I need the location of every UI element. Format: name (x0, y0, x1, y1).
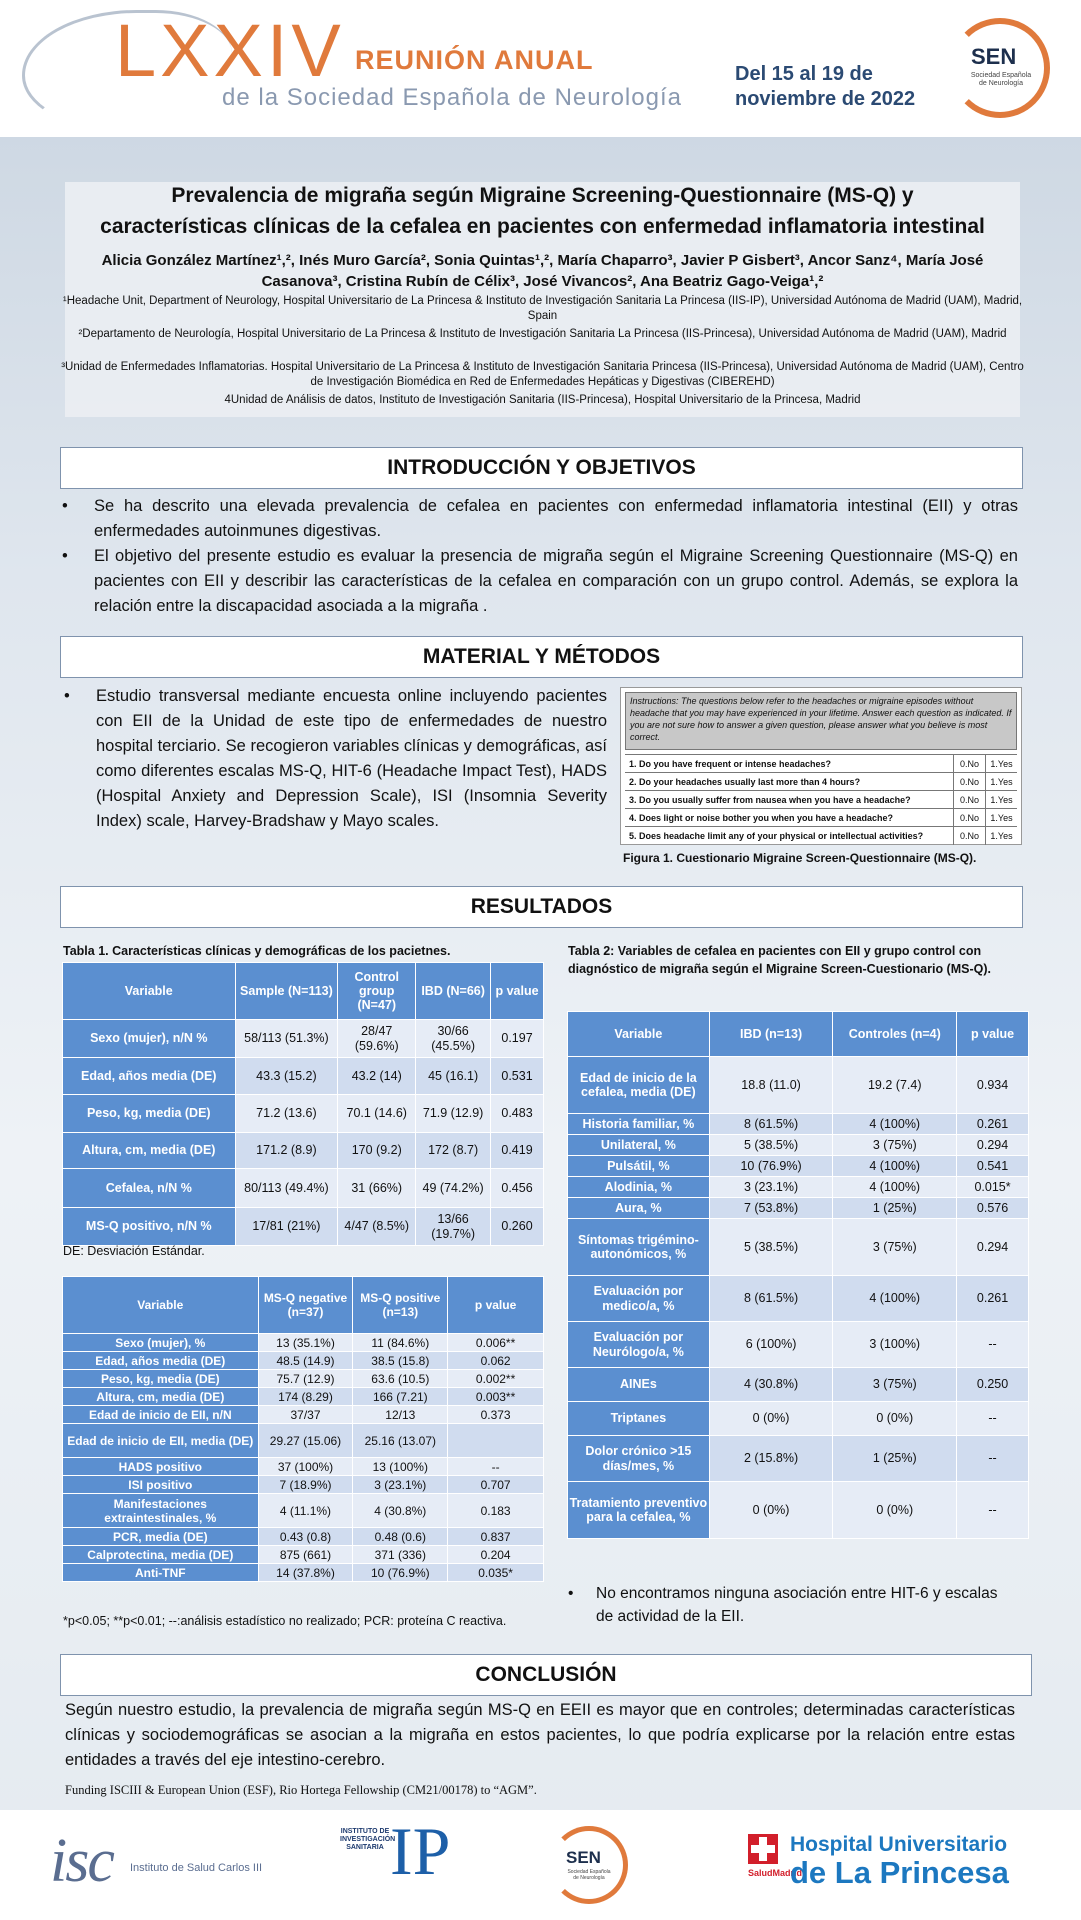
row-label: Unilateral, % (568, 1135, 710, 1156)
meeting-dates (735, 62, 915, 112)
table-cell: 75.7 (12.9) (258, 1370, 353, 1388)
society-name: de la Sociedad Española de Neurología (222, 84, 682, 111)
table-cell: 0.006** (448, 1334, 544, 1352)
table-cell: 0.531 (491, 1058, 544, 1095)
table-cell: 4 (100%) (833, 1156, 957, 1177)
table-row (63, 1476, 544, 1494)
table-cell: 0.456 (491, 1169, 544, 1208)
table-row (568, 1057, 1029, 1114)
table-cell: 0.837 (448, 1528, 544, 1546)
table-cell: 2 (15.8%) (709, 1436, 833, 1482)
table-cell: 1 (25%) (833, 1198, 957, 1219)
table-cell: 0.483 (491, 1095, 544, 1133)
table-header-cell: IBD (N=66) (416, 963, 491, 1020)
table-cell: -- (448, 1458, 544, 1476)
table-row (568, 1135, 1029, 1156)
row-label: Edad, años media (DE) (63, 1352, 259, 1370)
iis-mark: IP (390, 1813, 451, 1889)
table-row (63, 1406, 544, 1424)
table-cell: 0.003** (448, 1388, 544, 1406)
table-cell: 3 (75%) (833, 1368, 957, 1402)
table-row (63, 1352, 544, 1370)
table-row (63, 1208, 544, 1246)
question-row: 3. Do you usually suffer from nausea when you have a headache? 0.No 1.Yes (625, 790, 1017, 808)
row-label: Triptanes (568, 1402, 710, 1436)
row-label: Pulsátil, % (568, 1156, 710, 1177)
table-cell: 4 (100%) (833, 1114, 957, 1135)
intro-bullet-2: • El objetivo del presente estudio es evaluar la presencia de migraña según el Migraine Screening Questionnaire (MS-Q) en pacientes con EII y describir las características de la cefalea en comparación con un grupo control. Además, se explora la relación entre la discapacidad asociada a la migraña . (60, 544, 1018, 619)
table-cell: -- (957, 1482, 1029, 1539)
table-header-row (63, 963, 544, 1020)
results-note (566, 1582, 1001, 1628)
row-label: Anti-TNF (63, 1564, 259, 1582)
table-cell: 31 (66%) (338, 1169, 416, 1208)
table-cell: 43.2 (14) (338, 1058, 416, 1095)
table-row (63, 1424, 544, 1458)
table-cell: 0 (0%) (709, 1402, 833, 1436)
row-label: Altura, cm, media (DE) (63, 1388, 259, 1406)
table-cell: 0 (0%) (833, 1402, 957, 1436)
madrid-cross-icon (748, 1834, 778, 1864)
methods-bullet-1: • Estudio transversal mediante encuesta online incluyendo pacientes con EII de la Unidad de este tipo de enfermedades de nuestro hospital terciario. Se recogieron variables clínicas y demográficas, así como diferentes escalas MS-Q, HIT-6 (Headache Impact Test), HADS (Hospital Anxiety and Depression Scale), ISI (Insomnia Severity Index) scale, Harvey-Bradshaw y Mayo scales. (62, 684, 607, 834)
figure-caption: Figura 1. Cuestionario Migraine Screen-Questionnaire (MS-Q). (623, 851, 977, 865)
salud-madrid-label: SaludMadrid (748, 1868, 803, 1878)
table-row (568, 1219, 1029, 1276)
table-cell: 37/37 (258, 1406, 353, 1424)
table-cell: 11 (84.6%) (353, 1334, 448, 1352)
table-cell: 3 (23.1%) (709, 1177, 833, 1198)
authors-line1: Alicia González Martínez¹,², Inés Muro García², Sonia Quintas¹,², María Chaparro³, Javier P Gisbert³, Ancor Sanz⁴, María José (101, 252, 984, 269)
authors (65, 250, 1020, 292)
table-cell: 0.48 (0.6) (353, 1528, 448, 1546)
table-row (568, 1177, 1029, 1198)
table-header-cell: p value (491, 963, 544, 1020)
table-row (568, 1436, 1029, 1482)
title-line2: características clínicas de la cefalea en pacientes con enfermedad inflamatoria intestinal (100, 215, 985, 238)
intro-bullet-1: • Se ha descrito una elevada prevalencia de cefalea en pacientes con enfermedad inflamatoria intestinal (EII) y otras enfermedades autoinmunes digestivas. (60, 494, 1018, 544)
table-cell: 25.16 (13.07) (353, 1424, 448, 1458)
conclusion-heading: CONCLUSIÓN (60, 1654, 1032, 1696)
table-row (568, 1402, 1029, 1436)
sen-footer-sub: Sociedad Española de Neurología (567, 1869, 611, 1881)
row-label: Tratamiento preventivo para la cefalea, % (568, 1482, 710, 1539)
table-cell: 71.9 (12.9) (416, 1095, 491, 1133)
table-cell: 4/47 (8.5%) (338, 1208, 416, 1246)
row-label: Altura, cm, media (DE) (63, 1133, 236, 1169)
sen-logo-subtitle: Sociedad Española de Neurología (970, 72, 1032, 87)
table-row (568, 1482, 1029, 1539)
methods-body (62, 684, 607, 834)
question-row: 2. Do your headaches usually last more than 4 hours? 0.No 1.Yes (625, 772, 1017, 790)
table-header-cell: p value (448, 1277, 544, 1334)
table-cell: 166 (7.21) (353, 1388, 448, 1406)
table-row (568, 1322, 1029, 1368)
row-label: Evaluación por Neurólogo/a, % (568, 1322, 710, 1368)
table-row (63, 1169, 544, 1208)
table-row (63, 1564, 544, 1582)
results-heading: RESULTADOS (60, 886, 1023, 928)
table2-caption: Tabla 2: Variables de cefalea en pacientes con EII y grupo control con diagnóstico de migraña según el Migraine Screen-Cuestionario (MS-Q). (568, 944, 991, 976)
row-label: HADS positivo (63, 1458, 259, 1476)
table-cell: 80/113 (49.4%) (235, 1169, 338, 1208)
table-cell: 0.419 (491, 1133, 544, 1169)
poster-header (0, 0, 1081, 137)
table-cell: 0.260 (491, 1208, 544, 1246)
table-cell: 172 (8.7) (416, 1133, 491, 1169)
table-header-cell: IBD (n=13) (709, 1012, 833, 1057)
table-row (63, 1058, 544, 1095)
sen-logo (950, 18, 1050, 118)
table-header-cell: MS-Q positive (n=13) (353, 1277, 448, 1334)
affiliation-4: 4Unidad de Análisis de datos, Instituto de Investigación Sanitaria (IIS-Princesa), Hospital Universitario de la Princesa, Madrid (224, 394, 861, 406)
table-cell: 17/81 (21%) (235, 1208, 338, 1246)
table-cell: 71.2 (13.6) (235, 1095, 338, 1133)
table-cell: 0.002** (448, 1370, 544, 1388)
conclusion-text: Según nuestro estudio, la prevalencia de migraña según MS-Q en EEII es mayor que en controles; determinadas características clínicas y sociodemográficas se asocian a la migraña en estos pacientes, lo que podría explicarse por la relación entre estas entidades a través del eje intestino-cerebro. (65, 1701, 1015, 1769)
row-label: Edad de inicio de EII, media (DE) (63, 1424, 259, 1458)
table-cell: 45 (16.1) (416, 1058, 491, 1095)
table-cell: 174 (8.29) (258, 1388, 353, 1406)
table-header-cell: MS-Q negative (n=37) (258, 1277, 353, 1334)
meeting-title: REUNIÓN ANUAL (355, 45, 594, 75)
sen-logo-text: SEN (971, 44, 1017, 69)
table-header-cell: p value (957, 1012, 1029, 1057)
table-cell: 63.6 (10.5) (353, 1370, 448, 1388)
table-header-cell: Variable (63, 1277, 259, 1334)
table-header-row (568, 1012, 1029, 1057)
question-row: 5. Does headache limit any of your physical or intellectual activities? 0.No 1.Yes (625, 826, 1017, 844)
row-label: Dolor crónico >15 días/mes, % (568, 1436, 710, 1482)
row-label: Sexo (mujer), % (63, 1334, 259, 1352)
methods-heading: MATERIAL Y MÉTODOS (60, 636, 1023, 678)
table-cell: 0 (0%) (709, 1482, 833, 1539)
row-label: Edad, años media (DE) (63, 1058, 236, 1095)
table-cell: 49 (74.2%) (416, 1169, 491, 1208)
table-cell: 171.2 (8.9) (235, 1133, 338, 1169)
table-cell: 37 (100%) (258, 1458, 353, 1476)
table-cell: 10 (76.9%) (353, 1564, 448, 1582)
edition-number: LXXIV (115, 9, 345, 92)
table1-note: DE: Desviación Estándar. (63, 1244, 205, 1258)
intro-body (60, 494, 1018, 619)
table-header-row (63, 1277, 544, 1334)
table-row (568, 1368, 1029, 1402)
table-cell: 0.183 (448, 1494, 544, 1528)
table-row (63, 1334, 544, 1352)
table-cell: 0.43 (0.8) (258, 1528, 353, 1546)
table-row (568, 1276, 1029, 1322)
table-cell: 0.541 (957, 1156, 1029, 1177)
table-row (568, 1198, 1029, 1219)
table-cell: 7 (18.9%) (258, 1476, 353, 1494)
table-cell: -- (957, 1436, 1029, 1482)
affiliation-3: ³Unidad de Enfermedades Inflamatorias. Hospital Universitario de La Princesa & Instituto de Investigación Sanitaria Princesa (IIS-Princesa), Universidad Autónoma de Madrid (UAM), Centro de Investigación Biomédica en Red de Enfermedades Hepáticas y Digestivas (CIBEREHD) (61, 361, 1024, 388)
table-header-cell: Variable (63, 963, 236, 1020)
table-cell: 8 (61.5%) (709, 1276, 833, 1322)
table-header-cell: Variable (568, 1012, 710, 1057)
table-cell: 3 (75%) (833, 1219, 957, 1276)
row-label: ISI positivo (63, 1476, 259, 1494)
table1b-note: *p<0.05; **p<0.01; --:análisis estadístico no realizado; PCR: proteína C reactiva. (63, 1614, 507, 1628)
table-cell: 0.294 (957, 1135, 1029, 1156)
row-label: Peso, kg, media (DE) (63, 1095, 236, 1133)
row-label: Alodinia, % (568, 1177, 710, 1198)
table-cell: 0.294 (957, 1219, 1029, 1276)
table-cell: 3 (100%) (833, 1322, 957, 1368)
questionnaire-instructions: Instructions: The questions below refer to the headaches or migraine episodes without headache that you may have experienced in your lifetime. Answer each question as indicated. If you are not sure how to answer a given question, please answer what you believe is most correct. (625, 692, 1017, 750)
table-cell: 0.576 (957, 1198, 1029, 1219)
table-cell: 14 (37.8%) (258, 1564, 353, 1582)
table-cell: 43.3 (15.2) (235, 1058, 338, 1095)
iis-princesa-logo (340, 1813, 460, 1890)
table-cell: 0.035* (448, 1564, 544, 1582)
table-row (63, 1458, 544, 1476)
table-cell: 4 (11.1%) (258, 1494, 353, 1528)
table-cell: 18.8 (11.0) (709, 1057, 833, 1114)
table-cell: 58/113 (51.3%) (235, 1020, 338, 1058)
row-label: Síntomas trigémino-autonómicos, % (568, 1219, 710, 1276)
table-cell: 0.261 (957, 1114, 1029, 1135)
table-cell: 8 (61.5%) (709, 1114, 833, 1135)
sen-footer-text: SEN (566, 1848, 601, 1867)
table-row (63, 1388, 544, 1406)
affiliation-1: ¹Headache Unit, Department of Neurology, Hospital Universitario de La Princesa & Instituto de Investigación Sanitaria La Princesa (IIS-IP), Universidad Autónoma de Madrid (UAM), Madrid, Spain (62, 295, 1023, 322)
table-cell: 5 (38.5%) (709, 1219, 833, 1276)
table-cell: 0.015* (957, 1177, 1029, 1198)
poster-title (50, 180, 1035, 242)
question-row: 1. Do you have frequent or intense headaches? 0.No 1.Yes (625, 754, 1017, 772)
iis-text: INSTITUTO DE INVESTIGACIÓN SANITARIA (340, 1828, 396, 1851)
table-cell: 3 (23.1%) (353, 1476, 448, 1494)
row-label: Aura, % (568, 1198, 710, 1219)
table-cell: 0.204 (448, 1546, 544, 1564)
table-cell: 0.197 (491, 1020, 544, 1058)
title-block (61, 182, 1024, 417)
question-row: 4. Does light or noise bother you when you have a headache? 0.No 1.Yes (625, 808, 1017, 826)
title-line1: Prevalencia de migraña según Migraine Screening-Questionnaire (MS-Q) y (171, 184, 914, 207)
table-cell: -- (957, 1322, 1029, 1368)
row-label: Manifestaciones extraintestinales, % (63, 1494, 259, 1528)
dates-line2: noviembre de 2022 (735, 88, 916, 110)
row-label: Peso, kg, media (DE) (63, 1370, 259, 1388)
table-cell: 19.2 (7.4) (833, 1057, 957, 1114)
table-cell: 28/47 (59.6%) (338, 1020, 416, 1058)
sen-footer-logo (550, 1826, 628, 1904)
table1b (62, 1276, 544, 1582)
table-cell: 5 (38.5%) (709, 1135, 833, 1156)
row-label: MS-Q positivo, n/N % (63, 1208, 236, 1246)
row-label: Sexo (mujer), n/N % (63, 1020, 236, 1058)
table-header-cell: Sample (N=113) (235, 963, 338, 1020)
row-label: Cefalea, n/N % (63, 1169, 236, 1208)
table-cell: 4 (30.8%) (709, 1368, 833, 1402)
table-cell: 70.1 (14.6) (338, 1095, 416, 1133)
table-row (63, 1020, 544, 1058)
table-cell: 6 (100%) (709, 1322, 833, 1368)
row-label: Historia familiar, % (568, 1114, 710, 1135)
table-cell: 0.373 (448, 1406, 544, 1424)
table-cell: 12/13 (353, 1406, 448, 1424)
dates-line1: Del 15 al 19 de (735, 63, 873, 85)
table-cell: 170 (9.2) (338, 1133, 416, 1169)
table-row (63, 1528, 544, 1546)
row-label: Edad de inicio de EII, n/N (63, 1406, 259, 1424)
hospital-name-line1: Hospital Universitario (790, 1833, 1008, 1856)
table-cell: 4 (30.8%) (353, 1494, 448, 1528)
table1-caption: Tabla 1. Características clínicas y demográficas de los pacietnes. (63, 944, 451, 958)
isciii-logo: isc (50, 1827, 113, 1895)
table-row (568, 1156, 1029, 1177)
table-cell: 13 (35.1%) (258, 1334, 353, 1352)
table-cell: 38.5 (15.8) (353, 1352, 448, 1370)
table-cell: -- (957, 1402, 1029, 1436)
table-cell: 48.5 (14.9) (258, 1352, 353, 1370)
msq-questionnaire-figure (620, 687, 1022, 845)
table-cell: 29.27 (15.06) (258, 1424, 353, 1458)
table-cell: 0.250 (957, 1368, 1029, 1402)
table-row (63, 1370, 544, 1388)
intro-heading: INTRODUCCIÓN Y OBJETIVOS (60, 447, 1023, 489)
table-cell: 4 (100%) (833, 1276, 957, 1322)
table-cell: 371 (336) (353, 1546, 448, 1564)
table-cell: 3 (75%) (833, 1135, 957, 1156)
table-cell: 30/66 (45.5%) (416, 1020, 491, 1058)
table-cell: 1 (25%) (833, 1436, 957, 1482)
results-bullet: • No encontramos ninguna asociación entre HIT-6 y escalas de actividad de la EII. (566, 1582, 1001, 1628)
table-cell: 4 (100%) (833, 1177, 957, 1198)
table-cell: 0 (0%) (833, 1482, 957, 1539)
row-label: Calprotectina, media (DE) (63, 1546, 259, 1564)
funding-note: Funding ISCIII & European Union (ESF), Rio Hortega Fellowship (CM21/00178) to “AGM”. (65, 1783, 537, 1797)
table-cell: 0.062 (448, 1352, 544, 1370)
hospital-name-line2: de La Princesa (790, 1855, 1009, 1890)
table-row (63, 1494, 544, 1528)
table-cell: 875 (661) (258, 1546, 353, 1564)
table-cell: 10 (76.9%) (709, 1156, 833, 1177)
authors-line2: Casanova³, Cristina Rubín de Célix³, José Vivancos², Ana Beatriz Gago-Veiga¹,² (261, 273, 824, 290)
affiliation-2: ²Departamento de Neurología, Hospital Universitario de La Princesa & Instituto de Investigación Sanitaria La Princesa (IIS-Princesa), Universidad Autónoma de Madrid (UAM), Madrid (78, 328, 1007, 340)
table-row (63, 1133, 544, 1169)
table2 (567, 1011, 1029, 1539)
table-cell: 13 (100%) (353, 1458, 448, 1476)
table-row (568, 1114, 1029, 1135)
table1 (62, 962, 544, 1246)
isciii-name: Instituto de Salud Carlos III (130, 1862, 263, 1874)
table-cell (448, 1424, 544, 1458)
table-header-cell: Controles (n=4) (833, 1012, 957, 1057)
table-cell: 0.707 (448, 1476, 544, 1494)
row-label: Edad de inicio de la cefalea, media (DE) (568, 1057, 710, 1114)
table-row (63, 1095, 544, 1133)
row-label: AINEs (568, 1368, 710, 1402)
table-cell: 7 (53.8%) (709, 1198, 833, 1219)
table-cell: 0.261 (957, 1276, 1029, 1322)
row-label: PCR, media (DE) (63, 1528, 259, 1546)
table-cell: 0.934 (957, 1057, 1029, 1114)
table-header-cell: Control group (N=47) (338, 963, 416, 1020)
table-cell: 13/66 (19.7%) (416, 1208, 491, 1246)
table-row (63, 1546, 544, 1564)
row-label: Evaluación por medico/a, % (568, 1276, 710, 1322)
